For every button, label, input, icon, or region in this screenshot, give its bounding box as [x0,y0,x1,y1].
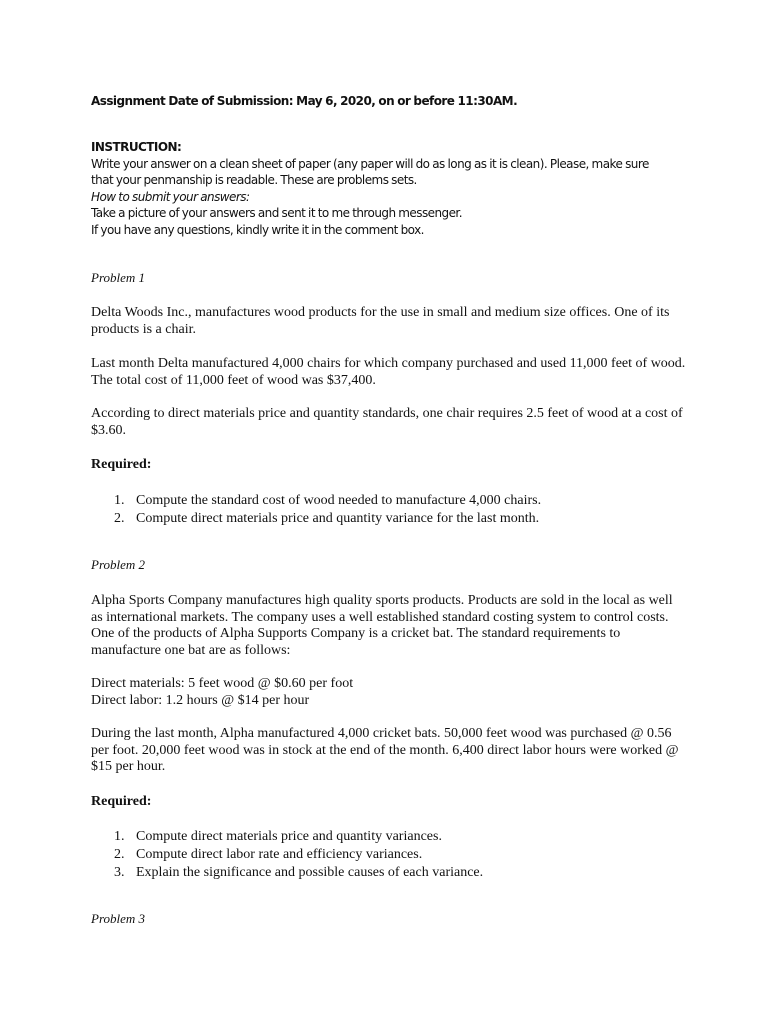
problem-1-title [91,270,691,286]
list-item [91,846,483,864]
problem-2-required-text: Required: [91,794,152,809]
problem-2-p1-line-3: One of the products of Alpha Supports Company is a cricket bat. The standard requirements to [91,626,621,641]
list-item-text: Explain the significance and possible causes of each variance. [136,865,484,880]
instruction-line-1: Write your answer on a clean sheet of paper (any paper will do as long as it is clean). Please, make sure [91,156,649,171]
list-item-text: Compute direct labor rate and efficiency variances. [136,847,423,862]
problem-3-title [91,911,691,927]
problem-2-standards [91,676,691,709]
problem-2-p1-line-4: manufacture one bat are as follows: [91,642,291,658]
problem-2-required-label [91,794,691,811]
list-item [91,492,541,510]
problem-2-p1-line-2: as international markets. The company uses a well established standard costing system to control costs. [91,609,669,625]
problem-1-p2-line-2: The total cost of 11,000 feet of wood was $37,400. [91,372,376,388]
list-item [91,510,541,528]
list-item-text: Compute direct materials price and quantity variance for the last month. [136,511,540,526]
problem-1-p1-line-1: Delta Woods Inc., manufactures wood products for the use in small and medium size offices. One of its [91,305,670,320]
list-item-text: Compute the standard cost of wood needed to manufacture 4,000 chairs. [136,493,542,508]
problem-2-p2-line-1: During the last month, Alpha manufactured 4,000 cricket bats. 50,000 feet wood was purchased @ 0.56 [91,726,672,741]
list-item-number: 1. [114,493,125,508]
problem-2-p2-line-2: per foot. 20,000 feet wood was in stock at the end of the month. 6,400 direct labor hours were worked @ [91,742,679,758]
problem-1-p2-line-1: Last month Delta manufactured 4,000 chairs for which company purchased and used 11,000 feet of wood. [91,356,686,371]
list-item-number: 3. [114,865,125,880]
problem-1-paragraph-3 [91,406,691,439]
list-item [91,828,483,846]
instruction-heading: INSTRUCTION: [91,140,182,154]
problem-1-required-label [91,457,691,474]
problem-1-required-text: Required: [91,457,152,472]
list-item [91,864,483,882]
submission-date-text: Assignment Date of Submission: May 6, 2020, on or before 11:30AM. [91,94,518,108]
problem-2-p2-line-3: $15 per hour. [91,759,166,774]
standard-labor: Direct labor: 1.2 hours @ $14 per hour [91,692,310,708]
problem-2-paragraph-1 [91,593,691,659]
list-item-number: 1. [114,829,125,844]
problem-2-title-text: Problem 2 [91,557,146,572]
problem-1-p1-line-2: products is a chair. [91,321,196,337]
problem-2-requirements-list [91,828,483,882]
problem-3-title-text: Problem 3 [91,911,146,926]
list-item-number: 2. [114,511,125,526]
submission-date [91,93,691,110]
problem-1-title-text: Problem 1 [91,270,146,285]
problem-2-title [91,557,691,573]
problem-1-p3-line-2: $3.60. [91,422,126,438]
problem-1-p3-line-1: According to direct materials price and quantity standards, one chair requires 2.5 feet of wood at a cost of [91,406,683,421]
instruction-line-2: that your penmanship is readable. These are problems sets. [91,173,417,187]
problem-1-paragraph-2 [91,356,691,389]
how-to-submit-heading: How to submit your answers: [91,189,250,204]
instruction-section [91,139,691,238]
problem-2-paragraph-2 [91,726,691,776]
problem-2-p1-line-1: Alpha Sports Company manufactures high quality sports products. Products are sold in the local as well [91,593,673,608]
list-item-number: 2. [114,847,125,862]
instruction-line-3: Take a picture of your answers and sent it to me through messenger. [91,206,462,220]
list-item-text: Compute direct materials price and quantity variances. [136,829,442,844]
standard-materials: Direct materials: 5 feet wood @ $0.60 per foot [91,676,354,691]
problem-1-paragraph-1 [91,305,691,338]
instruction-line-4: If you have any questions, kindly write it in the comment box. [91,222,424,237]
problem-1-requirements-list [91,492,541,528]
